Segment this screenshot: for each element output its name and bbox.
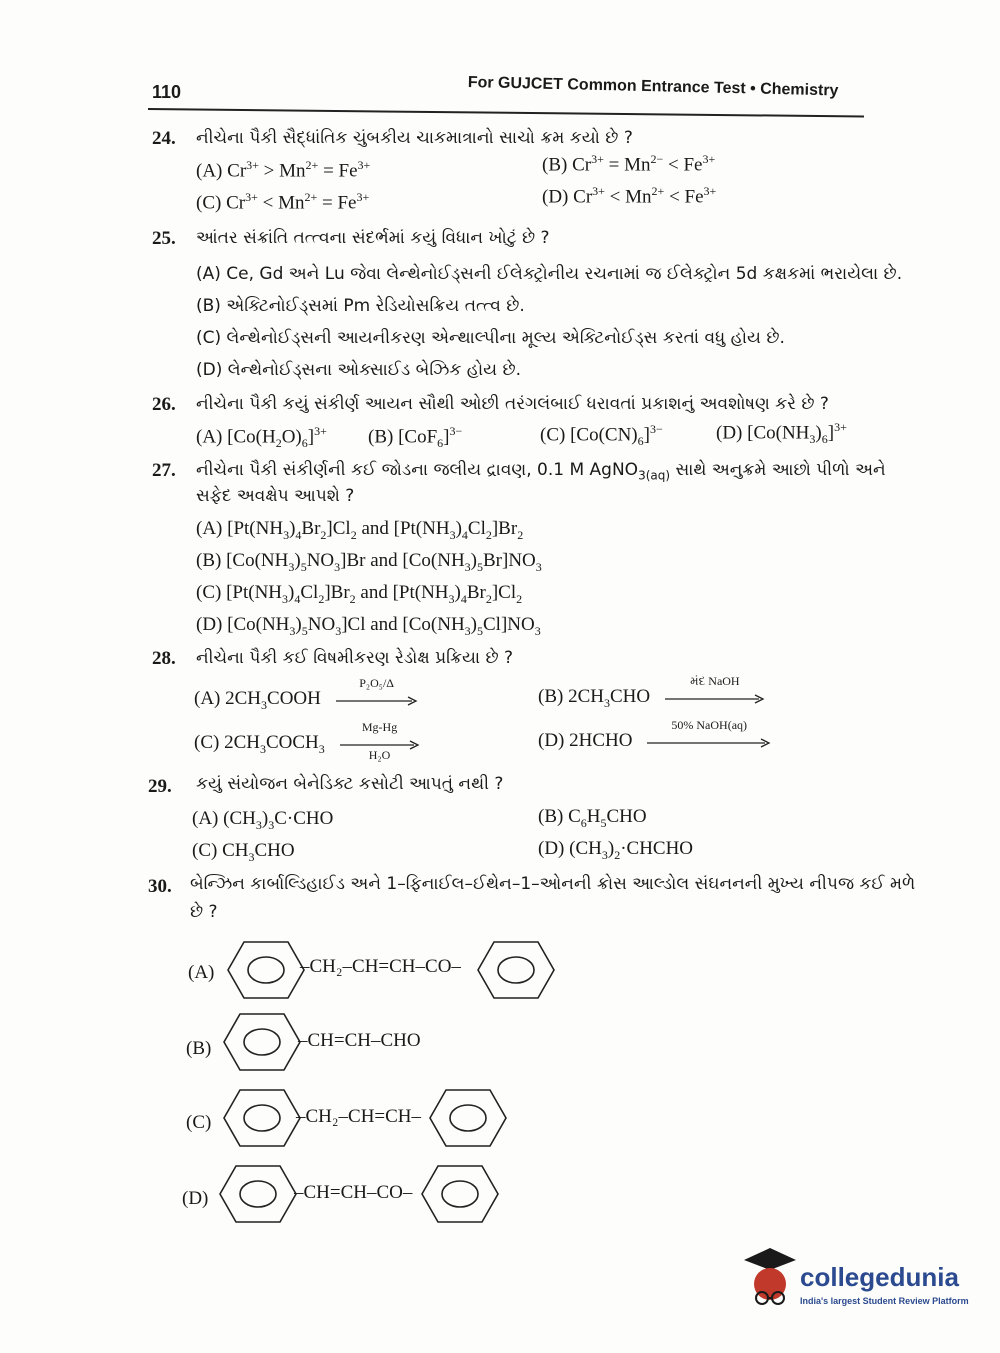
q28-c-condition-top: Mg-Hg	[361, 719, 398, 734]
page-number: 110	[152, 82, 182, 102]
q26-option-d: (D) $[Co(NH_3)_6]^{3+}$	[716, 420, 847, 447]
q24-option-d: (D) $Cr^{3+} < Mn^{2+} < Fe^{3+}$	[542, 184, 717, 208]
graduate-mascot-icon	[740, 1246, 798, 1310]
q27-option-c: (C) $[Pt(NH_3)_4Cl_2]Br_2$ and $[Pt(NH_3)_4Br_2]Cl_2$	[196, 582, 523, 606]
q25-option-d: (D) લેન્થેનોઈડ્સના ઓક્સાઈડ બેઝિક હોય છે.	[196, 360, 521, 380]
q28-option-b: (B) $2CH_3CHO$ મંદ NaOH	[538, 686, 765, 711]
q30-option-c-chain: –CH₂–CH=CH–	[296, 1106, 422, 1127]
q29-option-d: (D) $(CH_3)_2\cdot CHCHO$	[538, 838, 694, 862]
q24-text: નીચેના પૈકી સૈદ્ધાંતિક ચુંબકીય ચાકમાત્રાનો સાચો ક્રમ કયો છે ?	[196, 128, 633, 148]
q30-option-a-chain: –CH₂–CH=CH–CO–	[300, 956, 461, 977]
q29-number: 29.	[148, 776, 172, 797]
q30-option-b-label: (B)	[186, 1038, 212, 1059]
header-rule	[148, 108, 864, 117]
q26-number: 26.	[152, 394, 176, 415]
q30-text-line1: બેન્ઝિન કાર્બાલ્ડિહાઈડ અને 1–ફિનાઈલ–ઈથેન–1–ઓનની ક્રોસ આલ્ડોલ સંઘનનની મુખ્ય નીપજ કઈ મળે	[190, 874, 916, 894]
benzene-ring-icon	[222, 1088, 302, 1148]
q30-number: 30.	[148, 876, 172, 897]
q27-number: 27.	[152, 460, 176, 481]
q27-option-d: (D) $[Co(NH_3)_5NO_3]Cl$ and $[Co(NH_3)_5Cl]NO_3$	[196, 614, 541, 638]
q26-option-c: (C) $[Co(CN)_6]^{3-}$	[540, 422, 663, 449]
q29-option-a: (A) $(CH_3)_3C\cdot CHO$	[192, 808, 334, 832]
benzene-ring-icon	[476, 940, 556, 1000]
q28-b-condition: મંદ NaOH	[690, 673, 740, 688]
benzene-ring-icon	[218, 1164, 298, 1224]
q26-option-a: (A) $[Co(H_2O)_6]^{3+}$	[196, 424, 327, 451]
q25-number: 25.	[152, 228, 176, 249]
benzene-ring-icon	[222, 1012, 302, 1072]
q28-text: નીચેના પૈકી કઈ વિષમીકરણ રેડોક્ષ પ્રક્રિયા છે ?	[196, 648, 514, 668]
q27-option-a: (A) $[Pt(NH_3)_4Br_2]Cl_2$ and $[Pt(NH_3)_4Cl_2]Br_2$	[196, 518, 524, 542]
q25-option-b: (B) એક્ટિનોઈડ્સમાં Pm રેડિયોસક્રિય તત્ત્વ છે.	[196, 296, 525, 316]
q30-option-d-label: (D)	[182, 1188, 209, 1209]
q24-option-a: (A) $Cr^{3+} > Mn^{2+} = Fe^{3+}$	[196, 158, 371, 182]
q28-option-c: (C) $2CH_3COCH_3$ Mg-Hg H₂O	[194, 732, 420, 757]
q27-text-line1: નીચેના પૈકી સંકીર્ણની કઈ જોડના જલીય દ્રાવણ, 0.1 M AgNO$_{3(aq)}$ સાથે અનુક્રમે આછો પીળો અને	[196, 460, 886, 483]
benzene-ring-icon	[428, 1088, 508, 1148]
reaction-arrow-icon	[665, 694, 765, 704]
q30-option-c-label: (C)	[186, 1112, 212, 1133]
q30-option-d-chain: –CH=CH–CO–	[294, 1182, 413, 1203]
q24-number: 24.	[152, 128, 176, 149]
q27-option-b: (B) $[Co(NH_3)_5NO_3]Br$ and $[Co(NH_3)_5Br]NO_3$	[196, 550, 542, 574]
q30-option-a-label: (A)	[188, 962, 215, 983]
q25-text: આંતર સંક્રાંતિ તત્ત્વના સંદર્ભમાં કયું વિધાન ખોટું છે ?	[196, 228, 550, 248]
q29-option-c: (C) $CH_3CHO$	[192, 840, 295, 864]
q25-option-a: (A) Ce, Gd અને Lu જેવા લેન્થેનોઈડ્સની ઈલેક્ટ્રોનીય રચનામાં જ ઈલેક્ટ્રોન 5d કક્ષકમાં ભરાયેલા છે.	[196, 264, 903, 284]
q24-option-c: (C) $Cr^{3+} < Mn^{2+} = Fe^{3+}$	[196, 190, 370, 214]
reaction-arrow-icon	[336, 696, 418, 706]
benzene-ring-icon	[420, 1164, 500, 1224]
reaction-arrow-icon	[647, 738, 771, 748]
q30-option-b-chain: –CH=CH–CHO	[298, 1030, 421, 1051]
brand-tagline: India's largest Student Review Platform	[800, 1296, 969, 1306]
q28-number: 28.	[152, 648, 176, 669]
brand-logo: collegedunia	[800, 1262, 959, 1292]
q28-a-condition: P₂O₅/Δ	[359, 675, 394, 690]
q28-d-condition: 50% NaOH(aq)	[671, 717, 748, 732]
q28-c-condition-bottom: H₂O	[368, 747, 391, 762]
q29-text: કયું સંયોજન બેનેડિક્ટ કસોટી આપતું નથી ?	[196, 774, 504, 794]
benzene-ring-icon	[226, 940, 306, 1000]
running-header: For GUJCET Common Entrance Test • Chemistry	[467, 74, 839, 100]
q24-option-b: (B) $Cr^{3+} = Mn^{2-} < Fe^{3+}$	[542, 152, 716, 176]
q26-option-b: (B) $[CoF_6]^{3-}$	[368, 424, 463, 451]
q27-text-line2: સફેદ અવક્ષેપ આપશે ?	[196, 486, 355, 506]
q30-text-line2: છે ?	[190, 902, 218, 922]
q28-option-a: (A) $2CH_3COOH$ P₂O₅/Δ	[194, 688, 418, 713]
q29-option-b: (B) $C_6H_5CHO$	[538, 806, 647, 830]
q28-option-d: (D) 2HCHO 50% NaOH(aq)	[538, 730, 771, 752]
q26-text: નીચેના પૈકી કયું સંકીર્ણ આયન સૌથી ઓછી તરંગલંબાઈ ધરાવતાં પ્રકાશનું અવશોષણ કરે છે ?	[196, 394, 829, 414]
q25-option-c: (C) લેન્થેનોઈડ્સની આયનીકરણ એન્થાલ્પીના મૂલ્ય એક્ટિનોઈડ્સ કરતાં વધુ હોય છે.	[196, 328, 785, 348]
